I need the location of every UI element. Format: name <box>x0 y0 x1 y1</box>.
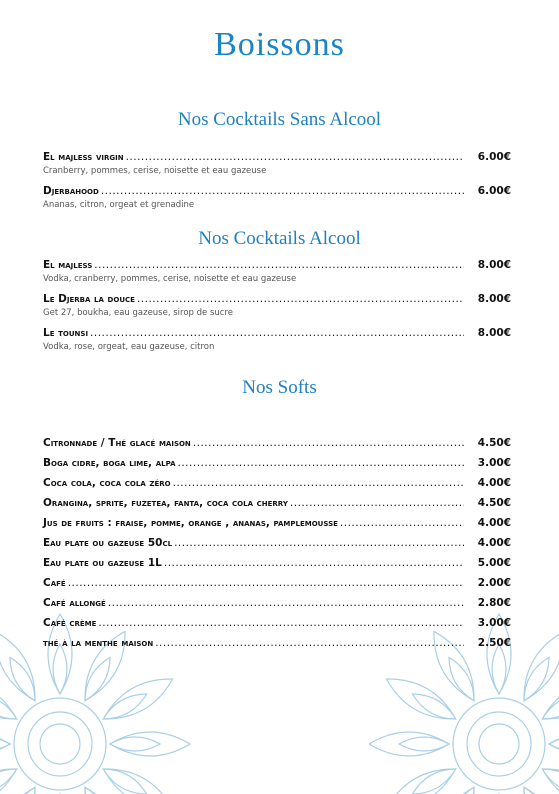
leader-dots <box>94 258 463 272</box>
leader-dots <box>90 326 464 340</box>
menu-item <box>43 596 511 610</box>
item-price: 6.00€ <box>477 151 511 163</box>
item-price: 8.00€ <box>477 293 511 305</box>
leader-dots <box>178 456 464 470</box>
item-name: Djerbahood <box>43 185 99 197</box>
menu-item <box>43 576 511 590</box>
leader-dots <box>108 596 464 610</box>
menu-item <box>43 258 511 284</box>
leader-dots <box>173 476 464 490</box>
leader-dots <box>155 636 464 650</box>
item-description: Vodka, cranberry, pommes, cerise, noisette et eau gazeuse <box>43 274 297 284</box>
leader-dots <box>101 184 464 198</box>
item-name: Citronnade / Thé glacé maison <box>43 437 191 449</box>
leader-dots <box>68 576 464 590</box>
item-price: 4.00€ <box>477 517 511 529</box>
item-description: Ananas, citron, orgeat et grenadine <box>43 200 195 210</box>
item-name: El majless virgin <box>43 151 124 163</box>
item-price: 2.00€ <box>477 577 511 589</box>
menu-item <box>43 326 511 352</box>
item-name: Boga cidre, boga lime, alpa <box>43 457 176 469</box>
menu-item <box>43 456 511 470</box>
item-price: 6.00€ <box>477 185 511 197</box>
leader-dots <box>164 556 464 570</box>
menu-item <box>43 556 511 570</box>
section-title-softs: Nos Softs <box>242 377 317 398</box>
leader-dots <box>174 536 464 550</box>
item-description: Vodka, rose, orgeat, eau gazeuse, citron <box>43 342 215 352</box>
leader-dots <box>126 150 464 164</box>
item-name: Eau plate ou gazeuse 1L <box>43 557 162 569</box>
item-price: 4.00€ <box>477 477 511 489</box>
item-name: Orangina, sprite, fuzetea, fanta, coca cola cherry <box>43 497 288 509</box>
item-price: 5.00€ <box>477 557 511 569</box>
menu-item <box>43 516 511 530</box>
menu-item <box>43 496 511 510</box>
item-price: 4.00€ <box>477 537 511 549</box>
leader-dots <box>290 496 464 510</box>
item-name: Café allongé <box>43 597 106 609</box>
section-title-cocktails-sans-alcool: Nos Cocktails Sans Alcool <box>177 109 382 130</box>
item-name: Café <box>43 577 66 589</box>
item-name: Le tounsi <box>43 327 89 339</box>
item-name: Café crème <box>43 617 97 629</box>
item-price: 3.00€ <box>477 457 511 469</box>
menu-item <box>43 150 511 176</box>
item-price: 2.50€ <box>477 637 511 649</box>
menu-item <box>43 636 511 650</box>
leader-dots <box>193 436 464 450</box>
item-name: Coca cola, coca cola zéro <box>43 477 171 489</box>
item-price: 3.00€ <box>477 617 511 629</box>
menu-item <box>43 292 511 318</box>
item-price: 2.80€ <box>477 597 511 609</box>
item-price: 4.50€ <box>477 437 511 449</box>
item-name: thé à la menthe maison <box>43 637 154 649</box>
item-description: Get 27, boukha, eau gazeuse, sirop de sucre <box>43 308 233 318</box>
section-title-cocktails-alcool: Nos Cocktails Alcool <box>198 228 361 249</box>
leader-dots <box>98 616 463 630</box>
item-price: 4.50€ <box>477 497 511 509</box>
menu-item <box>43 536 511 550</box>
leader-dots <box>137 292 464 306</box>
item-description: Cranberry, pommes, cerise, noisette et eau gazeuse <box>43 166 267 176</box>
menu-item <box>43 616 511 630</box>
leader-dots <box>340 516 464 530</box>
menu-item <box>43 184 511 210</box>
item-price: 8.00€ <box>477 259 511 271</box>
item-name: Jus de fruits : fraise, pomme, orange , ananas, pamplemousse <box>43 517 338 529</box>
page-title: Boissons <box>214 26 345 63</box>
item-name: El majless <box>43 259 93 271</box>
menu-item <box>43 436 511 450</box>
item-name: Eau plate ou gazeuse 50cl <box>43 537 173 549</box>
item-price: 8.00€ <box>477 327 511 339</box>
item-name: Le Djerba la douce <box>43 293 135 305</box>
menu-item <box>43 476 511 490</box>
